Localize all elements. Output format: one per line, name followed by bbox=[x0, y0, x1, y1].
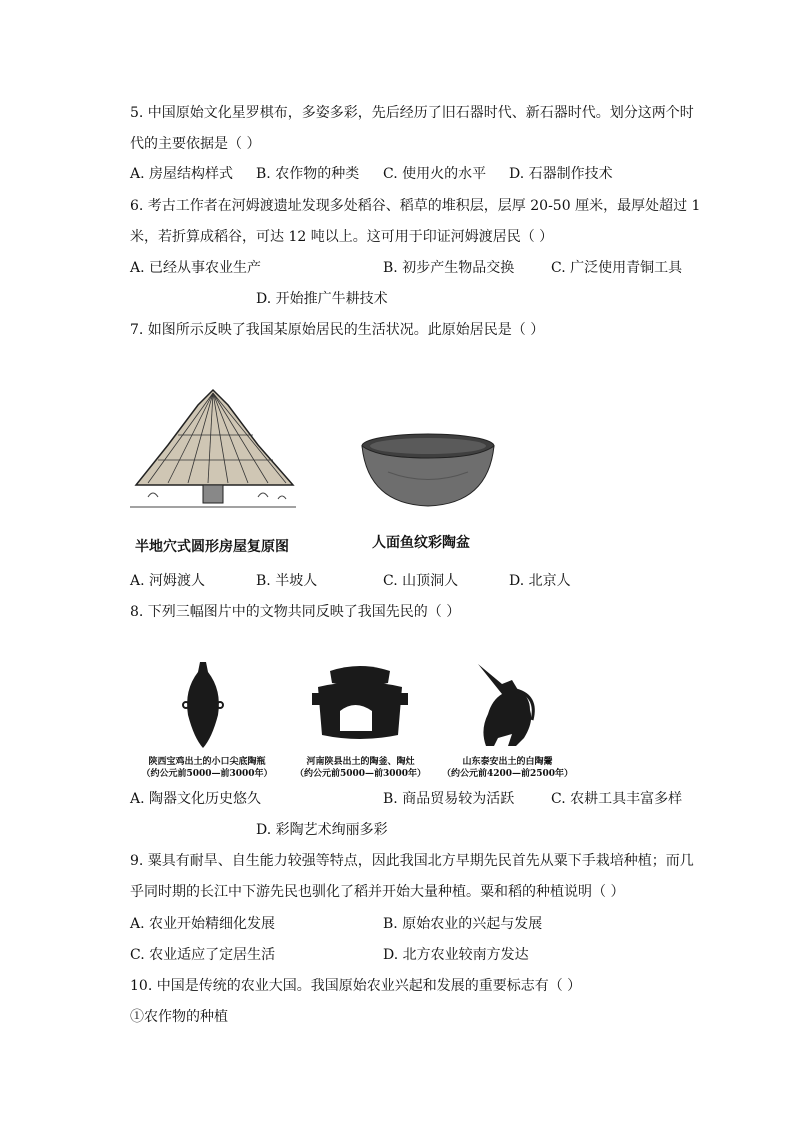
q6-option-b: B. 初步产生物品交换 bbox=[383, 260, 515, 276]
q7-option-c: C. 山顶洞人 bbox=[383, 573, 459, 589]
q8-option-c: C. 农耕工具丰富多样 bbox=[551, 791, 683, 807]
q8-option-b: B. 商品贸易较为活跃 bbox=[383, 791, 515, 807]
q9-option-a: A. 农业开始精细化发展 bbox=[130, 916, 276, 932]
q5-option-c: C. 使用火的水平 bbox=[383, 166, 487, 182]
q9-stem-line1: 9. 粟具有耐旱、自生能力较强等特点，因此我国北方早期先民首先从粟下手栽培种植；而几 bbox=[130, 853, 694, 869]
q5-option-b: B. 农作物的种类 bbox=[256, 166, 360, 182]
q9-option-c: C. 农业适应了定居生活 bbox=[130, 947, 276, 963]
pointed-bottom-bottle-image bbox=[178, 660, 228, 750]
q7-option-d: D. 北京人 bbox=[509, 573, 571, 589]
q7-stem: 7. 如图所示反映了我国某原始居民的生活状况。此原始居民是（ ） bbox=[130, 322, 545, 338]
q7-option-b: B. 半坡人 bbox=[256, 573, 318, 589]
q9-option-d: D. 北方农业较南方发达 bbox=[383, 947, 529, 963]
q5-option-d: D. 石器制作技术 bbox=[509, 166, 613, 182]
q8-option-d: D. 彩陶艺术绚丽多彩 bbox=[256, 822, 388, 838]
q10-item-1: ①农作物的种植 bbox=[130, 1009, 228, 1025]
q8-option-a: A. 陶器文化历史悠久 bbox=[130, 791, 262, 807]
pottery-basin-image bbox=[358, 432, 498, 512]
q7-option-a: A. 河姆渡人 bbox=[130, 573, 206, 589]
bottle-caption: 陕西宝鸡出土的小口尖底陶瓶 （约公元前5000—前3000年） bbox=[141, 757, 273, 779]
cauldron-caption: 河南陕县出土的陶釜、陶灶 （约公元前5000—前3000年） bbox=[294, 757, 427, 779]
gui-caption: 山东泰安出土的白陶鬶 （约公元前4200—前2500年） bbox=[441, 757, 574, 779]
q5-stem-line1: 5. 中国原始文化星罗棋布，多姿多彩，先后经历了旧石器时代、新石器时代。划分这两个时 bbox=[130, 105, 694, 121]
q9-stem-line2: 乎同时期的长江中下游先民也驯化了稻并开始大量种植。粟和稻的种植说明（ ） bbox=[130, 884, 625, 900]
q9-option-b: B. 原始农业的兴起与发展 bbox=[383, 916, 543, 932]
q5-stem-line2: 代的主要依据是（ ） bbox=[130, 136, 261, 152]
q6-option-d: D. 开始推广牛耕技术 bbox=[256, 291, 388, 307]
q6-option-a: A. 已经从事农业生产 bbox=[130, 260, 262, 276]
q6-stem-line1: 6. 考古工作者在河姆渡遗址发现多处稻谷、稻草的堆积层，层厚 20-50 厘米，最厚处超过 1 bbox=[130, 198, 701, 214]
q10-stem: 10. 中国是传统的农业大国。我国原始农业兴起和发展的重要标志有（ ） bbox=[130, 978, 582, 994]
pottery-cauldron-stove-image bbox=[310, 663, 410, 743]
basin-caption: 人面鱼纹彩陶盆 bbox=[372, 535, 470, 551]
q6-option-c: C. 广泛使用青铜工具 bbox=[551, 260, 683, 276]
hut-caption: 半地穴式圆形房屋复原图 bbox=[135, 539, 289, 555]
q5-option-a: A. 房屋结构样式 bbox=[130, 166, 234, 182]
white-pottery-gui-image bbox=[472, 660, 542, 750]
q8-stem: 8. 下列三幅图片中的文物共同反映了我国先民的（ ） bbox=[130, 604, 461, 620]
q6-stem-line2: 米，若折算成稻谷，可达 12 吨以上。这可用于印证河姆渡居民（ ） bbox=[130, 229, 554, 245]
hut-illustration bbox=[128, 385, 298, 525]
